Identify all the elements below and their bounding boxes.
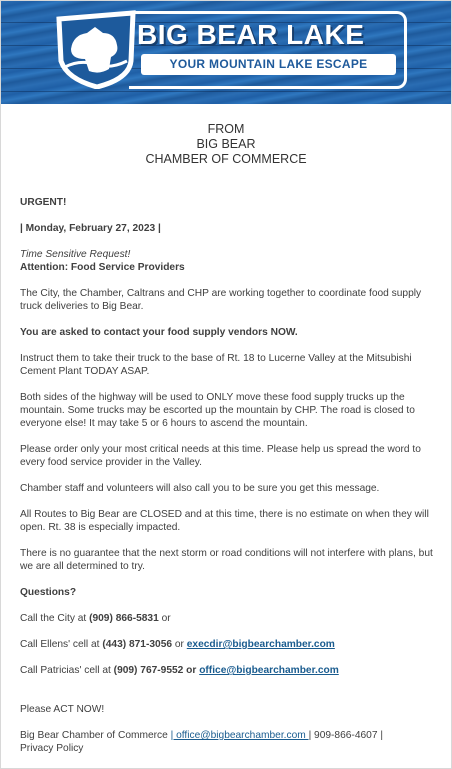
contact-patricia (20, 664, 435, 677)
from-line: FROM (207, 122, 245, 136)
ellen-phone: (443) 871-3056 (102, 639, 173, 650)
paragraph: Instruct them to take their truck to the base of Rt. 18 to Lucerne Valley at the Mitsubishi Cement Plant TODAY ASAP. (20, 353, 412, 377)
date-line: | Monday, February 27, 2023 | (20, 223, 161, 234)
contact-label: Call the City at (20, 613, 90, 624)
paragraph: There is no guarantee that the next storm or road conditions will not interfere with plans, but we are all determined to try. (20, 548, 433, 572)
request-line: Time Sensitive Request! (20, 249, 131, 260)
footer-email-link[interactable]: | office@bigbearchamber.com (170, 730, 309, 741)
privacy-policy-link[interactable]: Privacy Policy (20, 743, 84, 754)
patricia-phone: (909) 767-9552 or (113, 665, 200, 676)
footer-org: Big Bear Chamber of Commerce (20, 730, 171, 741)
from-line: CHAMBER OF COMMERCE (145, 152, 307, 166)
paragraph: Chamber staff and volunteers will also call you to be sure you get this message. (20, 483, 380, 494)
paragraph: The City, the Chamber, Caltrans and CHP are working together to coordinate food supply truck deliveries to Big Bear. (20, 288, 422, 312)
contact-label: Call Ellens' cell at (20, 639, 103, 650)
contact-label: Call Patricias' cell at (20, 665, 114, 676)
questions-heading: Questions? (20, 587, 77, 598)
contact-label: or (158, 613, 171, 624)
contact-label: or (172, 639, 187, 650)
contact-city (20, 612, 435, 625)
ellen-email-link[interactable]: execdir@bigbearchamber.com (186, 639, 335, 650)
from-line: BIG BEAR (196, 137, 256, 151)
patricia-email-link[interactable]: office@bigbearchamber.com (199, 665, 339, 676)
contact-ellen (20, 638, 435, 651)
footer-phone: | 909-866-4607 | (308, 730, 383, 741)
from-block (1, 122, 451, 167)
paragraph: Both sides of the highway will be used to ONLY move these food supply trucks up the mountain. Some trucks may be escorted up the mountain by CHP. The road is closed to everyone else! It may take 5 or 6 hours to ascend the mountain. (20, 392, 415, 429)
call-to-action: You are asked to contact your food supply vendors NOW. (20, 327, 298, 338)
urgent-heading: URGENT! (20, 197, 67, 208)
header-banner (1, 1, 451, 104)
footer (20, 729, 435, 755)
bear-shield-icon (51, 9, 141, 89)
act-now-line: Please ACT NOW! (20, 704, 105, 715)
brand-title: BIG BEAR LAKE (137, 19, 365, 50)
attention-line: Attention: Food Service Providers (20, 262, 185, 273)
paragraph: All Routes to Big Bear are CLOSED and at this time, there is no estimate on when they will open. Rt. 38 is especially impacted. (20, 509, 429, 533)
city-phone: (909) 866-5831 (89, 613, 159, 624)
paragraph: Please order only your most critical needs at this time. Please help us spread the word to every food service provider in the Valley. (20, 444, 421, 468)
brand-subtitle: YOUR MOUNTAIN LAKE ESCAPE (169, 57, 368, 71)
